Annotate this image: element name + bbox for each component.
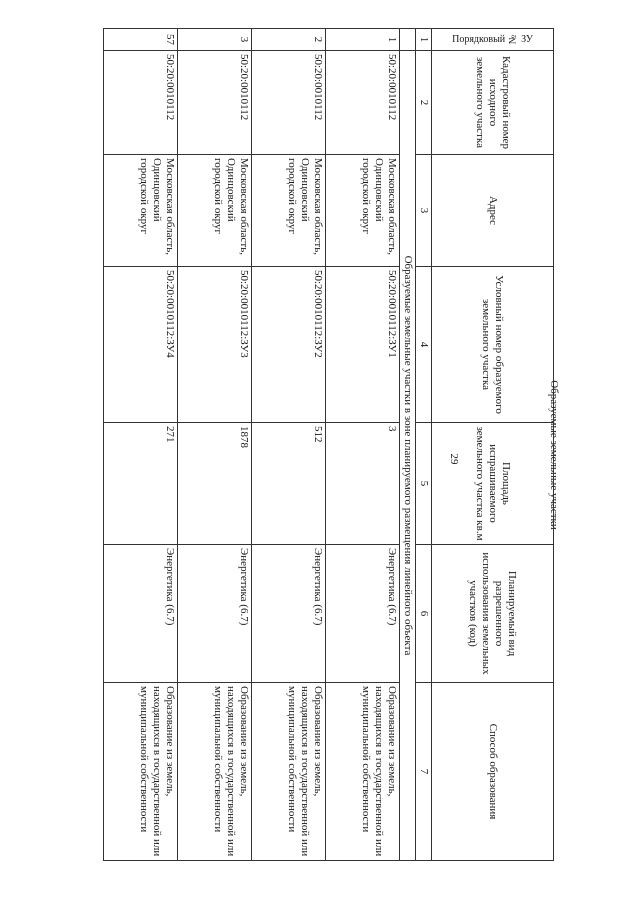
permitted-use: Энергетика (6.7) bbox=[326, 545, 400, 683]
column-number: 3 bbox=[416, 155, 432, 267]
address: Московская область, Одинцовский городской округ bbox=[326, 155, 400, 267]
column-number: 6 bbox=[416, 545, 432, 683]
address: Московская область, Одинцовский городской округ bbox=[104, 155, 178, 267]
address: Московская область, Одинцовский городской округ bbox=[178, 155, 252, 267]
header-cell: Адрес bbox=[432, 155, 554, 267]
permitted-use: Энергетика (6.7) bbox=[104, 545, 178, 683]
area: 1878 bbox=[178, 423, 252, 545]
header-cell: Условный номер образуемого земельного участка bbox=[432, 267, 554, 423]
area: 271 bbox=[104, 423, 178, 545]
page-number: 29 bbox=[448, 453, 460, 465]
column-number: 1 bbox=[416, 29, 432, 51]
row-number: 1 bbox=[326, 29, 400, 51]
table-row bbox=[178, 29, 252, 861]
permitted-use: Энергетика (6.7) bbox=[178, 545, 252, 683]
land-plots-table bbox=[103, 28, 554, 861]
conditional-number: 50:20:0010112:ЗУ1 bbox=[326, 267, 400, 423]
header-cell: Кадастровый номер исходного земельного участка bbox=[432, 51, 554, 155]
conditional-number: 50:20:0010112:ЗУ4 bbox=[104, 267, 178, 423]
area: 512 bbox=[252, 423, 326, 545]
permitted-use: Энергетика (6.7) bbox=[252, 545, 326, 683]
row-number: 57 bbox=[104, 29, 178, 51]
formation-method: Образование из земель, находящихся в государственной или муниципальной собственности bbox=[326, 683, 400, 861]
header-cell: Планируемый вид разрешенного использования земельных участков (код) bbox=[432, 545, 554, 683]
row-number: 3 bbox=[178, 29, 252, 51]
column-number: 2 bbox=[416, 51, 432, 155]
table-row bbox=[326, 29, 400, 861]
conditional-number: 50:20:0010112:ЗУ3 bbox=[178, 267, 252, 423]
formation-method: Образование из земель, находящихся в государственной или муниципальной собственности bbox=[178, 683, 252, 861]
cadastral-number: 50:20:0010112 bbox=[252, 51, 326, 155]
area: 3 bbox=[326, 423, 400, 545]
header-cell: Способ образования bbox=[432, 683, 554, 861]
section-spacer bbox=[400, 29, 416, 51]
column-number: 7 bbox=[416, 683, 432, 861]
table-row bbox=[252, 29, 326, 861]
cadastral-number: 50:20:0010112 bbox=[326, 51, 400, 155]
conditional-number: 50:20:0010112:ЗУ2 bbox=[252, 267, 326, 423]
formation-method: Образование из земель, находящихся в государственной или муниципальной собственности bbox=[104, 683, 178, 861]
column-number: 5 bbox=[416, 423, 432, 545]
table-caption: Образуемые земельные участки bbox=[548, 380, 560, 530]
row-number: 2 bbox=[252, 29, 326, 51]
column-number: 4 bbox=[416, 267, 432, 423]
section-title: Образуемые земельные участки в зоне планируемого размещения линейного объекта bbox=[400, 51, 416, 861]
header-cell: Площадь испрашиваемого земельного участка кв.м bbox=[432, 423, 554, 545]
formation-method: Образование из земель, находящихся в государственной или муниципальной собственности bbox=[252, 683, 326, 861]
cadastral-number: 50:20:0010112 bbox=[178, 51, 252, 155]
cadastral-number: 50:20:0010112 bbox=[104, 51, 178, 155]
address: Московская область, Одинцовский городской округ bbox=[252, 155, 326, 267]
table-row bbox=[104, 29, 178, 861]
header-cell: Порядковый № ЗУ bbox=[432, 29, 554, 51]
